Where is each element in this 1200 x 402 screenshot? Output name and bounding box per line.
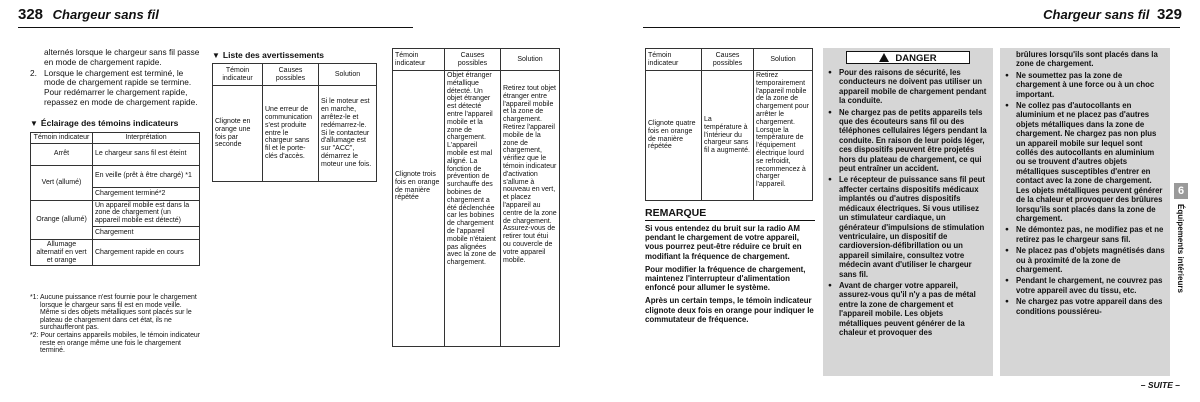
list-item: ● Ne chargez pas votre appareil dans des conditions poussiéreu- — [1005, 297, 1165, 316]
table-cell: Chargement — [93, 226, 200, 239]
list-item — [30, 69, 200, 108]
table-cell: Retirez tout objet étranger entre l'appareil mobile et la zone de chargement. Retirez l'appareil mobile de la zone de chargement, vérifiez que le témoin indicateur d'activation s'allume à nouveau en vert, et placez l'appareil au centre de la zone de chargement. Assurez-vous de retirer tout étui ou couvercle de votre appareil mobile. — [501, 71, 560, 347]
table-cell: Objet étranger métallique détecté. Un objet étranger est détecté entre l'appareil mobile et la zone de chargement. L'appareil mobile est mal aligné. La fonction de prévention de surchauffe des bobines de chargement a été déclenchée car les bobines de chargement de l'appareil mobile n'étaient pas alignées avec la zone de chargement. — [445, 71, 501, 347]
table-row — [213, 86, 377, 182]
table-header-row — [393, 49, 560, 71]
table-header: Témoin indicateur — [646, 49, 702, 71]
list-item: ● Avant de charger votre appareil, assurez-vous qu'il n'y a pas de métal entre la zone de chargement et l'appareil mobile. Les objets métalliques peuvent générer de la chaleur et provoquer des — [828, 281, 988, 337]
table-cell: Clignote trois fois en orange de manière répétée — [393, 71, 445, 347]
table-row — [393, 71, 560, 347]
table-header: Témoin indicateur — [393, 49, 445, 71]
left-column — [30, 48, 200, 266]
table-cell: Retirez temporairement l'appareil mobile de la zone de chargement pour arrêter le chargement. Lorsque la température de l'équipement électrique lourd se refroidit, recommencez à charger l'appareil. — [754, 71, 813, 201]
section-title-warnings: ▼ Liste des avertissements — [212, 50, 325, 60]
table-cell: La température à l'intérieur du chargeur sans fil a augmenté. — [702, 71, 754, 201]
indicator-table — [30, 132, 200, 267]
right-column-1 — [645, 48, 815, 324]
table-cell: Arrêt — [31, 143, 93, 165]
table-header: Causes possibles — [263, 64, 319, 86]
chapter-tab: 6 — [1174, 183, 1188, 199]
list-item: ● Pendant le chargement, ne couvrez pas votre appareil avec du tissu, etc. — [1005, 276, 1165, 295]
right-page-header — [1043, 6, 1182, 23]
warning-table-b — [392, 48, 560, 347]
intro-text: alternés lorsque le chargeur sans fil passe en mode de chargement rapide. — [44, 47, 200, 67]
remarque-rule — [645, 220, 815, 221]
remarque-paragraph: Pour modifier la fréquence de chargement, maintenez l'interrupteur d'alimentation enfoncé pour allumer le système. — [645, 264, 806, 293]
left-header-title: Chargeur sans fil — [52, 7, 159, 22]
warnings-column-2 — [392, 48, 562, 347]
table-cell: Vert (allumé) — [31, 165, 93, 200]
table-cell: Orange (allumé) — [31, 200, 93, 239]
list-item: ● Le récepteur de puissance sans fil peut affecter certains dispositifs médicaux implantés ou d'autres dispositifs médicaux électriques. Si vous utilisez un stimulateur cardiaque, un générateur d'impulsions de stimulation ventriculaire, un dispositif de cardioversion-défibrillation ou un appareil similaire, consultez votre médecin avant d'utiliser le chargeur sans fil. — [828, 175, 988, 278]
table-cell: Clignote en orange une fois par seconde — [213, 86, 263, 182]
table-cell: Un appareil mobile est dans la zone de chargement (un appareil mobile est détecté) — [93, 200, 200, 226]
table-row — [31, 165, 200, 187]
table-header: Solution — [319, 64, 377, 86]
list-item: ● Ne chargez pas de petits appareils tels que des écouteurs sans fil ou des téléphones cellulaires légers pendant la conduite. En raison de leur poids léger, ces dispositifs peuvent être projetés hors du plateau de chargement, ce qui peut entraîner un accident. — [828, 108, 988, 174]
table-row — [31, 239, 200, 265]
triangle-down-icon: ▼ — [30, 118, 38, 128]
list-item: ● Ne démontez pas, ne modifiez pas et ne retirez pas le chargeur sans fil. — [1005, 225, 1165, 244]
table-row — [646, 71, 813, 201]
remarque-title: REMARQUE — [645, 207, 707, 219]
table-row — [31, 200, 200, 226]
list-item: ● Ne collez pas d'autocollants en aluminium et ne placez pas d'autres objets métalliques dans la zone de chargement. Ne chargez pas non plus un appareil mobile sur lequel sont collés des autocollants en aluminium ou se trouvent d'autres objets métalliques susceptibles d'entrer en contact avec la zone de chargement. Les objets métalliques peuvent générer de la chaleur et provoquer des brûlures lorsqu'ils sont placés dans la zone de chargement. — [1005, 101, 1165, 223]
table-cell: Chargement rapide en cours — [93, 239, 200, 265]
table-header: Interprétation — [93, 132, 200, 143]
right-header-rule — [643, 27, 1180, 28]
right-header-title: Chargeur sans fil — [1043, 7, 1150, 22]
continued-text: brûlures lorsqu'ils sont placés dans la zone de chargement. — [1016, 50, 1158, 69]
warning-table-c — [645, 48, 813, 201]
table-header: Solution — [501, 49, 560, 71]
danger-box-continued — [1000, 48, 1170, 376]
footnote: *1: Aucune puissance n'est fournie pour le chargement lorsque le chargeur sans fil est en mode veille. Même si des objets métalliques sont placés sur le plateau de chargement dans cet état, ils ne surchaufferont pas. — [30, 294, 197, 332]
table-header-row — [646, 49, 813, 71]
table-cell: Si le moteur est en marche, arrêtez-le et redémarrez-le. Si le contacteur d'allumage est sur "ACC", démarrez le moteur une fois. — [319, 86, 377, 182]
right-page-number: 329 — [1156, 6, 1182, 23]
danger-list-continued — [1005, 71, 1165, 316]
warnings-column — [212, 50, 382, 182]
table-cell: Le chargeur sans fil est éteint — [93, 143, 200, 165]
table-header-row — [213, 64, 377, 86]
footnote: *2: Pour certains appareils mobiles, le témoin indicateur reste en orange même une fois le chargement terminé. — [30, 331, 201, 355]
table-cell: Chargement terminé*2 — [93, 187, 200, 200]
left-header-rule — [18, 27, 413, 28]
table-header: Causes possibles — [702, 49, 754, 71]
table-header: Témoin indicateur — [213, 64, 263, 86]
danger-title: DANGER — [846, 51, 970, 64]
remarque-paragraph: Après un certain temps, le témoin indicateur clignote deux fois en orange pour indiquer le commutateur de fréquence. — [645, 296, 814, 324]
remarque-paragraph: Si vous entendez du bruit sur la radio AM pendant le chargement de votre appareil, vous pourrez peut-être réduire ce bruit en modifiant la fréquence de chargement. — [645, 224, 802, 261]
footer-suite: – SUITE – — [1140, 380, 1180, 390]
section-title-eclairage: ▼ Éclairage des témoins indicateurs — [30, 117, 179, 128]
table-header: Témoin indicateur — [31, 132, 93, 143]
triangle-down-icon: ▼ — [212, 51, 220, 60]
table-row — [31, 143, 200, 165]
danger-box — [823, 48, 993, 376]
warning-triangle-icon — [879, 53, 889, 62]
table-header-row — [31, 132, 200, 143]
list-item: ● Pour des raisons de sécurité, les conducteurs ne doivent pas utiliser un appareil mobile de chargement pendant la conduite. — [828, 68, 988, 106]
chapter-label: Équipements intérieurs — [1176, 204, 1185, 293]
table-cell: En veille (prêt à être chargé) *1 — [93, 165, 200, 187]
list-text: Lorsque le chargement est terminé, le mode de chargement rapide se termine. Pour redémarrer le chargement rapide, repassez en mode de chargement rapide. — [44, 67, 198, 107]
list-number: 2. — [30, 67, 37, 78]
list-item: ● Ne placez pas d'objets magnétisés dans ou à proximité de la zone de chargement. — [1005, 246, 1165, 274]
footnotes — [30, 294, 202, 355]
warning-table-a — [212, 63, 377, 182]
left-page-header — [18, 6, 159, 23]
danger-list — [828, 68, 988, 337]
table-header: Causes possibles — [445, 49, 501, 71]
table-cell: Une erreur de communication s'est produite entre le chargeur sans fil et le porte-clés d'accès. — [263, 86, 319, 182]
left-page-number: 328 — [18, 6, 44, 23]
table-cell: Clignote quatre fois en orange de manière répétée — [646, 71, 702, 201]
list-item: ● Ne soumettez pas la zone de chargement à une force ou à un choc important. — [1005, 71, 1165, 99]
table-header: Solution — [754, 49, 813, 71]
table-cell: Allumage alternatif en vert et orange — [31, 239, 93, 265]
